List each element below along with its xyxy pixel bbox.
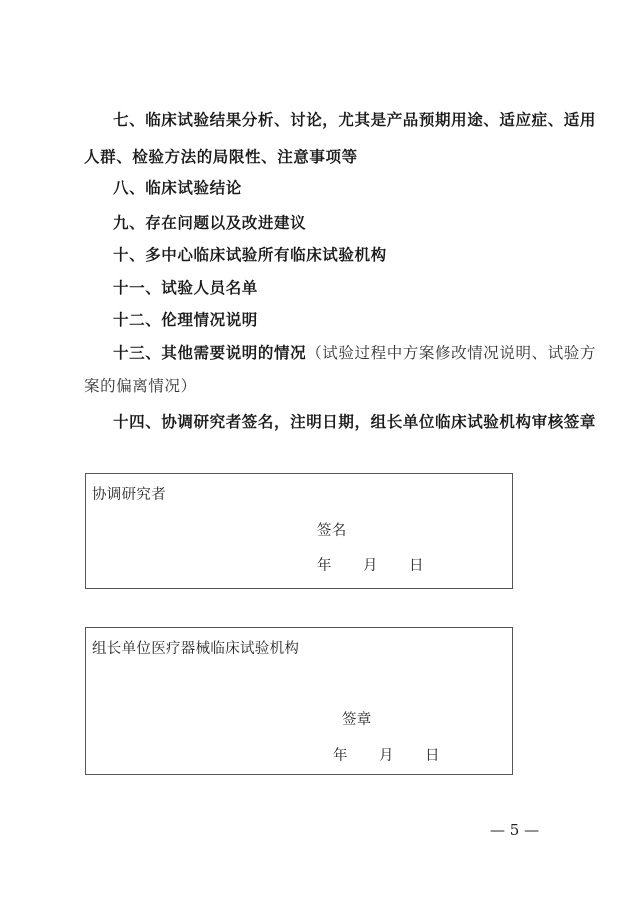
- item-7-line1: 七、临床试验结果分析、讨论，尤其是产品预期用途、适应症、适用: [113, 111, 597, 129]
- seal-label: 签章: [342, 712, 372, 728]
- day-label: 日: [425, 748, 440, 764]
- coordinator-signature-box: [85, 473, 513, 589]
- day-label: 日: [409, 558, 424, 574]
- item-13-line1: [113, 343, 596, 363]
- institution-seal-box: [85, 627, 513, 775]
- item-7-line2: 人群、检验方法的局限性、注意事项等: [84, 148, 358, 166]
- item-9: 九、存在问题以及改进建议: [113, 214, 307, 232]
- year-label: 年: [317, 558, 332, 574]
- item-8: 八、临床试验结论: [113, 179, 242, 197]
- item-11: 十一、试验人员名单: [113, 279, 258, 297]
- item-12: 十二、伦理情况说明: [113, 311, 258, 329]
- institution-label: 组长单位医疗器械临床试验机构: [92, 641, 300, 657]
- month-label: 月: [379, 748, 394, 764]
- item-13-line2: 案的偏离情况）: [84, 377, 197, 395]
- year-label: 年: [333, 748, 348, 764]
- signature-label: 签名: [317, 523, 347, 539]
- page-number: — 5 —: [490, 821, 540, 839]
- item-14: 十四、协调研究者签名，注明日期，组长单位临床试验机构审核签章: [113, 413, 597, 431]
- month-label: 月: [363, 558, 378, 574]
- item-10: 十、多中心临床试验所有临床试验机构: [113, 246, 387, 264]
- item-13-heading: 十三、其他需要说明的情况: [113, 344, 307, 362]
- item-13-note: （试验过程中方案修改情况说明、试验方: [306, 344, 597, 362]
- coordinator-label: 协调研究者: [92, 487, 166, 503]
